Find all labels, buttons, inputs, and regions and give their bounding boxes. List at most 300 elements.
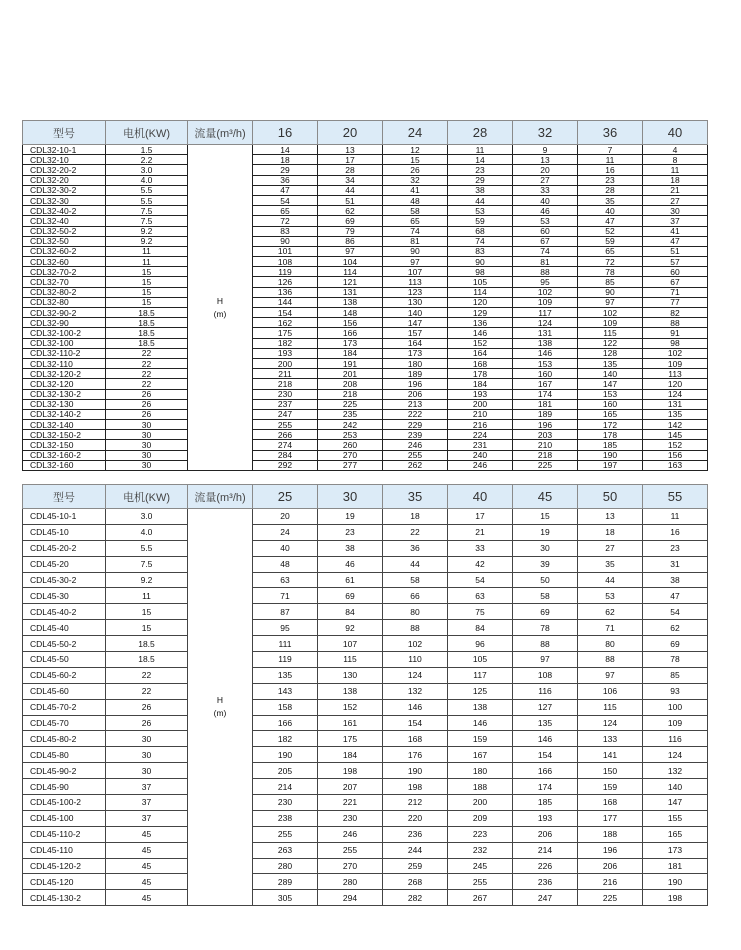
flow-value-header: 40 xyxy=(448,485,513,509)
head-value-cell: 88 xyxy=(643,318,708,328)
head-value-cell: 93 xyxy=(643,683,708,699)
flow-value-header: 20 xyxy=(318,121,383,145)
table-row xyxy=(23,165,708,175)
model-cell: CDL45-60-2 xyxy=(23,667,106,683)
table-row xyxy=(23,842,708,858)
head-value-cell: 115 xyxy=(578,699,643,715)
model-cell: CDL45-110-2 xyxy=(23,826,106,842)
head-value-cell: 259 xyxy=(383,858,448,874)
model-cell: CDL32-140-2 xyxy=(23,409,106,419)
model-cell: CDL32-120 xyxy=(23,379,106,389)
model-cell: CDL32-80-2 xyxy=(23,287,106,297)
head-value-cell: 181 xyxy=(643,858,708,874)
head-value-cell: 36 xyxy=(383,540,448,556)
head-value-cell: 97 xyxy=(578,667,643,683)
head-value-cell: 97 xyxy=(578,297,643,307)
motor-power-cell: 26 xyxy=(106,699,188,715)
table-row xyxy=(23,795,708,811)
head-value-cell: 280 xyxy=(253,858,318,874)
head-value-cell: 143 xyxy=(253,683,318,699)
model-cell: CDL32-110 xyxy=(23,358,106,368)
head-value-cell: 52 xyxy=(578,226,643,236)
table-row xyxy=(23,683,708,699)
head-value-cell: 189 xyxy=(383,369,448,379)
head-value-cell: 18 xyxy=(383,509,448,525)
head-value-cell: 61 xyxy=(318,572,383,588)
head-value-cell: 44 xyxy=(578,572,643,588)
head-value-cell: 188 xyxy=(578,826,643,842)
head-value-cell: 255 xyxy=(383,450,448,460)
head-value-cell: 58 xyxy=(383,206,448,216)
head-value-cell: 188 xyxy=(448,779,513,795)
head-value-cell: 27 xyxy=(643,195,708,205)
table-row xyxy=(23,715,708,731)
head-value-cell: 53 xyxy=(578,588,643,604)
motor-power-cell: 45 xyxy=(106,842,188,858)
flow-value-header: 30 xyxy=(318,485,383,509)
head-value-cell: 164 xyxy=(448,348,513,358)
head-value-cell: 23 xyxy=(643,540,708,556)
head-value-cell: 166 xyxy=(318,328,383,338)
head-value-cell: 157 xyxy=(383,328,448,338)
head-value-cell: 69 xyxy=(318,588,383,604)
model-cell: CDL45-20 xyxy=(23,556,106,572)
head-value-cell: 72 xyxy=(578,257,643,267)
head-value-cell: 282 xyxy=(383,890,448,906)
motor-power-cell: 15 xyxy=(106,604,188,620)
head-value-cell: 182 xyxy=(253,338,318,348)
head-value-cell: 267 xyxy=(448,890,513,906)
model-cell: CDL32-110-2 xyxy=(23,348,106,358)
motor-power-cell: 11 xyxy=(106,246,188,256)
head-value-cell: 27 xyxy=(578,540,643,556)
head-value-cell: 132 xyxy=(643,763,708,779)
head-value-cell: 82 xyxy=(643,308,708,318)
head-value-cell: 210 xyxy=(448,409,513,419)
model-cell: CDL45-10-1 xyxy=(23,509,106,525)
head-value-cell: 57 xyxy=(643,257,708,267)
motor-power-cell: 26 xyxy=(106,399,188,409)
head-value-cell: 51 xyxy=(643,246,708,256)
head-value-cell: 109 xyxy=(578,318,643,328)
head-value-cell: 225 xyxy=(318,399,383,409)
model-cell: CDL45-80-2 xyxy=(23,731,106,747)
flow-value-header: 36 xyxy=(578,121,643,145)
head-value-cell: 18 xyxy=(253,155,318,165)
head-value-cell: 156 xyxy=(318,318,383,328)
head-value-cell: 17 xyxy=(448,509,513,525)
table-row xyxy=(23,779,708,795)
head-value-cell: 8 xyxy=(643,155,708,165)
motor-power-cell: 4.0 xyxy=(106,175,188,185)
head-value-cell: 172 xyxy=(578,420,643,430)
head-value-cell: 292 xyxy=(253,460,318,470)
table-row xyxy=(23,236,708,246)
head-value-cell: 12 xyxy=(383,145,448,155)
table-row xyxy=(23,409,708,419)
table-row xyxy=(23,369,708,379)
head-value-cell: 110 xyxy=(383,652,448,668)
model-cell: CDL32-140 xyxy=(23,420,106,430)
head-value-cell: 242 xyxy=(318,420,383,430)
head-value-cell: 20 xyxy=(253,509,318,525)
head-value-cell: 46 xyxy=(513,206,578,216)
model-cell: CDL32-120-2 xyxy=(23,369,106,379)
head-value-cell: 71 xyxy=(643,287,708,297)
head-value-cell: 240 xyxy=(448,450,513,460)
head-value-cell: 68 xyxy=(448,226,513,236)
head-value-cell: 244 xyxy=(383,842,448,858)
head-value-cell: 211 xyxy=(253,369,318,379)
table-row xyxy=(23,267,708,277)
head-value-cell: 226 xyxy=(513,858,578,874)
head-value-cell: 127 xyxy=(513,699,578,715)
motor-header: 电机(KW) xyxy=(106,121,188,145)
head-value-cell: 108 xyxy=(253,257,318,267)
motor-power-cell: 9.2 xyxy=(106,236,188,246)
header-row xyxy=(23,121,708,145)
head-value-cell: 114 xyxy=(318,267,383,277)
head-value-cell: 30 xyxy=(513,540,578,556)
head-value-cell: 13 xyxy=(318,145,383,155)
model-header: 型号 xyxy=(23,121,106,145)
head-value-cell: 160 xyxy=(578,399,643,409)
head-value-cell: 65 xyxy=(578,246,643,256)
head-value-cell: 123 xyxy=(383,287,448,297)
head-value-cell: 277 xyxy=(318,460,383,470)
motor-power-cell: 15 xyxy=(106,287,188,297)
table-row xyxy=(23,636,708,652)
head-value-cell: 168 xyxy=(383,731,448,747)
head-value-cell: 117 xyxy=(448,667,513,683)
head-value-cell: 98 xyxy=(643,338,708,348)
head-value-cell: 135 xyxy=(643,409,708,419)
model-cell: CDL45-60 xyxy=(23,683,106,699)
table-row xyxy=(23,399,708,409)
head-value-cell: 40 xyxy=(578,206,643,216)
head-value-cell: 132 xyxy=(383,683,448,699)
flow-value-header: 35 xyxy=(383,485,448,509)
head-value-cell: 165 xyxy=(643,826,708,842)
head-value-cell: 121 xyxy=(318,277,383,287)
head-value-cell: 184 xyxy=(318,348,383,358)
head-value-cell: 174 xyxy=(513,389,578,399)
flow-value-header: 25 xyxy=(253,485,318,509)
motor-power-cell: 18.5 xyxy=(106,328,188,338)
head-value-cell: 189 xyxy=(513,409,578,419)
head-value-cell: 92 xyxy=(318,620,383,636)
head-value-cell: 58 xyxy=(383,572,448,588)
head-value-cell: 60 xyxy=(643,267,708,277)
head-value-cell: 124 xyxy=(643,747,708,763)
head-value-cell: 60 xyxy=(513,226,578,236)
head-symbol: H xyxy=(216,695,224,706)
head-value-cell: 48 xyxy=(383,195,448,205)
head-value-cell: 81 xyxy=(513,257,578,267)
motor-power-cell: 45 xyxy=(106,858,188,874)
head-value-cell: 255 xyxy=(253,420,318,430)
model-cell: CDL45-80 xyxy=(23,747,106,763)
motor-power-cell: 15 xyxy=(106,620,188,636)
head-value-cell: 69 xyxy=(643,636,708,652)
motor-power-cell: 9.2 xyxy=(106,226,188,236)
table-row xyxy=(23,667,708,683)
head-value-cell: 162 xyxy=(253,318,318,328)
model-cell: CDL45-120-2 xyxy=(23,858,106,874)
head-value-cell: 113 xyxy=(643,369,708,379)
table-row xyxy=(23,145,708,155)
head-value-cell: 88 xyxy=(513,267,578,277)
head-value-cell: 120 xyxy=(643,379,708,389)
flow-value-header: 40 xyxy=(643,121,708,145)
head-value-cell: 138 xyxy=(513,338,578,348)
head-value-cell: 153 xyxy=(513,358,578,368)
head-symbol: H xyxy=(216,295,224,306)
table-row xyxy=(23,155,708,165)
motor-power-cell: 5.5 xyxy=(106,540,188,556)
table-row xyxy=(23,556,708,572)
head-value-cell: 16 xyxy=(643,524,708,540)
head-value-cell: 235 xyxy=(318,409,383,419)
head-value-cell: 126 xyxy=(253,277,318,287)
model-cell: CDL32-20-2 xyxy=(23,165,106,175)
head-value-cell: 216 xyxy=(578,874,643,890)
head-value-cell: 218 xyxy=(318,389,383,399)
motor-power-cell: 2.2 xyxy=(106,155,188,165)
model-cell: CDL45-90 xyxy=(23,779,106,795)
table-row xyxy=(23,747,708,763)
head-value-cell: 141 xyxy=(578,747,643,763)
model-cell: CDL45-70 xyxy=(23,715,106,731)
table-row xyxy=(23,318,708,328)
head-value-cell: 23 xyxy=(448,165,513,175)
motor-power-cell: 15 xyxy=(106,267,188,277)
head-value-cell: 166 xyxy=(253,715,318,731)
head-value-cell: 33 xyxy=(513,185,578,195)
head-value-cell: 107 xyxy=(383,267,448,277)
head-value-cell: 230 xyxy=(253,389,318,399)
table-row xyxy=(23,226,708,236)
head-value-cell: 75 xyxy=(448,604,513,620)
model-cell: CDL45-30-2 xyxy=(23,572,106,588)
head-value-cell: 29 xyxy=(448,175,513,185)
head-value-cell: 173 xyxy=(318,338,383,348)
motor-power-cell: 26 xyxy=(106,409,188,419)
head-value-cell: 125 xyxy=(448,683,513,699)
head-value-cell: 185 xyxy=(578,440,643,450)
head-value-cell: 130 xyxy=(318,667,383,683)
motor-power-cell: 5.5 xyxy=(106,185,188,195)
motor-power-cell: 15 xyxy=(106,297,188,307)
head-value-cell: 174 xyxy=(513,779,578,795)
table-row xyxy=(23,810,708,826)
head-value-cell: 138 xyxy=(318,297,383,307)
head-value-cell: 154 xyxy=(513,747,578,763)
motor-power-cell: 11 xyxy=(106,257,188,267)
head-value-cell: 159 xyxy=(578,779,643,795)
head-value-cell: 88 xyxy=(513,636,578,652)
head-value-cell: 223 xyxy=(448,826,513,842)
head-value-cell: 206 xyxy=(383,389,448,399)
head-value-cell: 22 xyxy=(383,524,448,540)
motor-power-cell: 4.0 xyxy=(106,524,188,540)
table-row xyxy=(23,246,708,256)
head-value-cell: 27 xyxy=(513,175,578,185)
model-cell: CDL45-110 xyxy=(23,842,106,858)
model-cell: CDL32-100-2 xyxy=(23,328,106,338)
head-value-cell: 47 xyxy=(253,185,318,195)
head-value-cell: 97 xyxy=(383,257,448,267)
head-value-cell: 225 xyxy=(578,890,643,906)
motor-power-cell: 18.5 xyxy=(106,652,188,668)
head-value-cell: 31 xyxy=(643,556,708,572)
head-value-cell: 4 xyxy=(643,145,708,155)
head-value-cell: 190 xyxy=(253,747,318,763)
head-value-cell: 42 xyxy=(448,556,513,572)
head-value-cell: 54 xyxy=(253,195,318,205)
flow-header: 流量(m³/h) xyxy=(188,485,253,509)
head-value-cell: 40 xyxy=(253,540,318,556)
head-value-cell: 159 xyxy=(448,731,513,747)
head-value-cell: 47 xyxy=(643,588,708,604)
head-value-cell: 41 xyxy=(383,185,448,195)
head-value-cell: 74 xyxy=(513,246,578,256)
head-value-cell: 289 xyxy=(253,874,318,890)
head-value-cell: 185 xyxy=(513,795,578,811)
header-row xyxy=(23,485,708,509)
model-cell: CDL45-20-2 xyxy=(23,540,106,556)
head-value-cell: 168 xyxy=(448,358,513,368)
head-value-cell: 200 xyxy=(448,795,513,811)
head-value-cell: 11 xyxy=(643,509,708,525)
head-value-cell: 95 xyxy=(513,277,578,287)
model-cell: CDL32-130 xyxy=(23,399,106,409)
head-value-cell: 220 xyxy=(383,810,448,826)
head-value-cell: 198 xyxy=(643,890,708,906)
motor-power-cell: 30 xyxy=(106,747,188,763)
table-row xyxy=(23,308,708,318)
head-value-cell: 14 xyxy=(253,145,318,155)
head-value-cell: 86 xyxy=(318,236,383,246)
table-row xyxy=(23,540,708,556)
head-value-cell: 21 xyxy=(448,524,513,540)
model-cell: CDL32-160-2 xyxy=(23,450,106,460)
head-value-cell: 23 xyxy=(578,175,643,185)
head-value-cell: 206 xyxy=(513,826,578,842)
head-value-cell: 38 xyxy=(448,185,513,195)
head-value-cell: 193 xyxy=(448,389,513,399)
head-value-cell: 9 xyxy=(513,145,578,155)
head-value-cell: 140 xyxy=(383,308,448,318)
head-value-cell: 40 xyxy=(513,195,578,205)
head-value-cell: 147 xyxy=(383,318,448,328)
head-value-cell: 165 xyxy=(578,409,643,419)
head-value-cell: 163 xyxy=(643,460,708,470)
head-value-cell: 95 xyxy=(253,620,318,636)
head-value-cell: 81 xyxy=(383,236,448,246)
table-row xyxy=(23,874,708,890)
model-cell: CDL32-70 xyxy=(23,277,106,287)
motor-power-cell: 18.5 xyxy=(106,338,188,348)
head-value-cell: 214 xyxy=(513,842,578,858)
model-cell: CDL32-30 xyxy=(23,195,106,205)
head-value-cell: 84 xyxy=(448,620,513,636)
head-value-cell: 160 xyxy=(513,369,578,379)
table-row xyxy=(23,620,708,636)
head-value-cell: 35 xyxy=(578,556,643,572)
head-value-cell: 117 xyxy=(513,308,578,318)
head-value-cell: 24 xyxy=(253,524,318,540)
head-value-cell: 32 xyxy=(383,175,448,185)
model-cell: CDL45-10 xyxy=(23,524,106,540)
head-value-cell: 102 xyxy=(643,348,708,358)
head-value-cell: 142 xyxy=(643,420,708,430)
head-value-cell: 146 xyxy=(383,699,448,715)
cdl32-performance-table xyxy=(22,120,708,471)
head-value-cell: 77 xyxy=(643,297,708,307)
motor-power-cell: 9.2 xyxy=(106,572,188,588)
head-value-cell: 38 xyxy=(318,540,383,556)
model-cell: CDL45-40-2 xyxy=(23,604,106,620)
table-row xyxy=(23,890,708,906)
model-cell: CDL45-50 xyxy=(23,652,106,668)
head-value-cell: 98 xyxy=(448,267,513,277)
table-row xyxy=(23,858,708,874)
table-row xyxy=(23,763,708,779)
flow-header: 流量(m³/h) xyxy=(188,121,253,145)
head-label-cell xyxy=(188,509,253,906)
motor-power-cell: 45 xyxy=(106,826,188,842)
head-value-cell: 152 xyxy=(643,440,708,450)
motor-power-cell: 22 xyxy=(106,369,188,379)
head-value-cell: 230 xyxy=(253,795,318,811)
head-value-cell: 135 xyxy=(253,667,318,683)
head-value-cell: 239 xyxy=(383,430,448,440)
head-value-cell: 88 xyxy=(578,652,643,668)
head-value-cell: 212 xyxy=(383,795,448,811)
head-value-cell: 13 xyxy=(578,509,643,525)
head-value-cell: 83 xyxy=(448,246,513,256)
head-value-cell: 154 xyxy=(383,715,448,731)
head-value-cell: 84 xyxy=(318,604,383,620)
motor-power-cell: 37 xyxy=(106,779,188,795)
head-value-cell: 80 xyxy=(578,636,643,652)
head-value-cell: 63 xyxy=(448,588,513,604)
table-row xyxy=(23,826,708,842)
head-value-cell: 108 xyxy=(513,667,578,683)
head-value-cell: 28 xyxy=(578,185,643,195)
head-value-cell: 255 xyxy=(318,842,383,858)
table-row xyxy=(23,348,708,358)
head-value-cell: 138 xyxy=(318,683,383,699)
head-value-cell: 90 xyxy=(578,287,643,297)
head-value-cell: 78 xyxy=(643,652,708,668)
head-value-cell: 247 xyxy=(513,890,578,906)
head-value-cell: 146 xyxy=(448,328,513,338)
head-value-cell: 270 xyxy=(318,450,383,460)
table-row xyxy=(23,652,708,668)
head-value-cell: 232 xyxy=(448,842,513,858)
head-value-cell: 97 xyxy=(513,652,578,668)
model-cell: CDL32-90-2 xyxy=(23,308,106,318)
motor-power-cell: 22 xyxy=(106,379,188,389)
head-value-cell: 135 xyxy=(578,358,643,368)
table-row xyxy=(23,185,708,195)
table-row xyxy=(23,277,708,287)
head-value-cell: 62 xyxy=(318,206,383,216)
table-row xyxy=(23,195,708,205)
head-value-cell: 35 xyxy=(578,195,643,205)
